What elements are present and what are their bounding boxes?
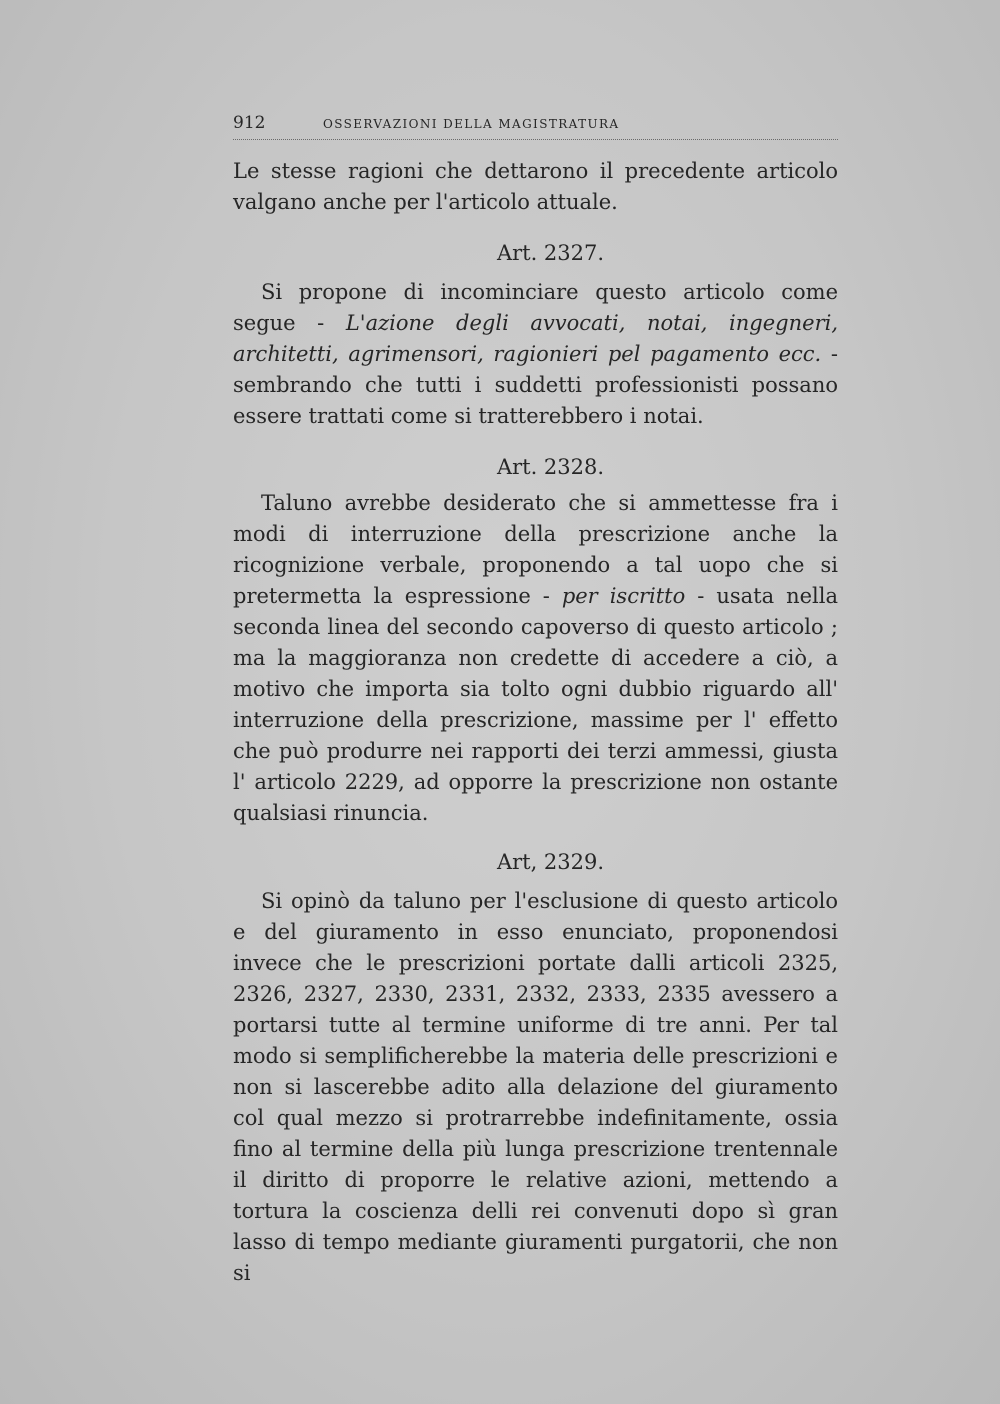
art-2328-italic: per iscritto [561,584,686,608]
article-2329-paragraph [233,886,838,1289]
intro-paragraph [233,156,838,218]
art-2327-text-before: Si propone di incominciare questo articolo come segue - [233,280,838,335]
article-2328-paragraph [233,488,838,829]
art-2329-text: Si opinò da taluno per l'esclusione di questo articolo e del giuramento in esso enunciato, proponendosi invece che le prescrizioni portate dalli articoli 2325, 2326, 2327, 2330, 2331, 2332, 2333, 2335 avessero a portarsi tutte al termine uniforme di tre anni. Per tal modo si semplificherebbe la materia delle prescrizioni e non si lascerebbe adito alla delazione del giuramento col qual mezzo si protrarrebbe indefinitamente, ossia fino al termine della più lunga prescrizione trentennale il diritto di proporre le relative azioni, mettendo a tortura la coscienza delli rei convenuti dopo sì gran lasso di tempo mediante giuramenti purgatorii, che non si [233,889,838,1285]
running-title: OSSERVAZIONI DELLA MAGISTRATURA [323,117,620,131]
art-2328-text-before: Taluno avrebbe desiderato che si ammettesse fra i modi di interruzione della prescrizione anche la ricognizione verbale, proponendo a tal uopo che si pretermetta la espressione - [233,491,838,608]
art-2327-italic: L'azione degli avvocati, notai, ingegneri, architetti, agrimensori, ragionieri pel pagamento ecc. [233,311,838,366]
art-2327-text-after: - sembrando che tutti i suddetti professionisti possano essere trattati come si tratterebbero i notai. [233,342,838,428]
page-number: 912 [233,113,266,133]
intro-text: Le stesse ragioni che dettarono il precedente articolo valgano anche per l'articolo attuale. [233,159,838,214]
article-2327-paragraph [233,277,838,432]
article-heading-2328: Art. 2328. [496,455,605,479]
article-heading-2329: Art, 2329. [496,850,605,874]
running-head [233,113,838,140]
art-2328-text-after: - usata nella seconda linea del secondo capoverso di questo articolo ; ma la maggioranza non credette di accedere a ciò, a motivo che importa sia tolto ogni dubbio riguardo all' interruzione della prescrizione, massime per l' effetto che può produrre nei rapporti dei terzi ammessi, giusta l' articolo 2229, ad opporre la prescrizione non ostante qualsiasi rinuncia. [233,584,838,825]
article-heading-2327: Art. 2327. [496,241,605,265]
